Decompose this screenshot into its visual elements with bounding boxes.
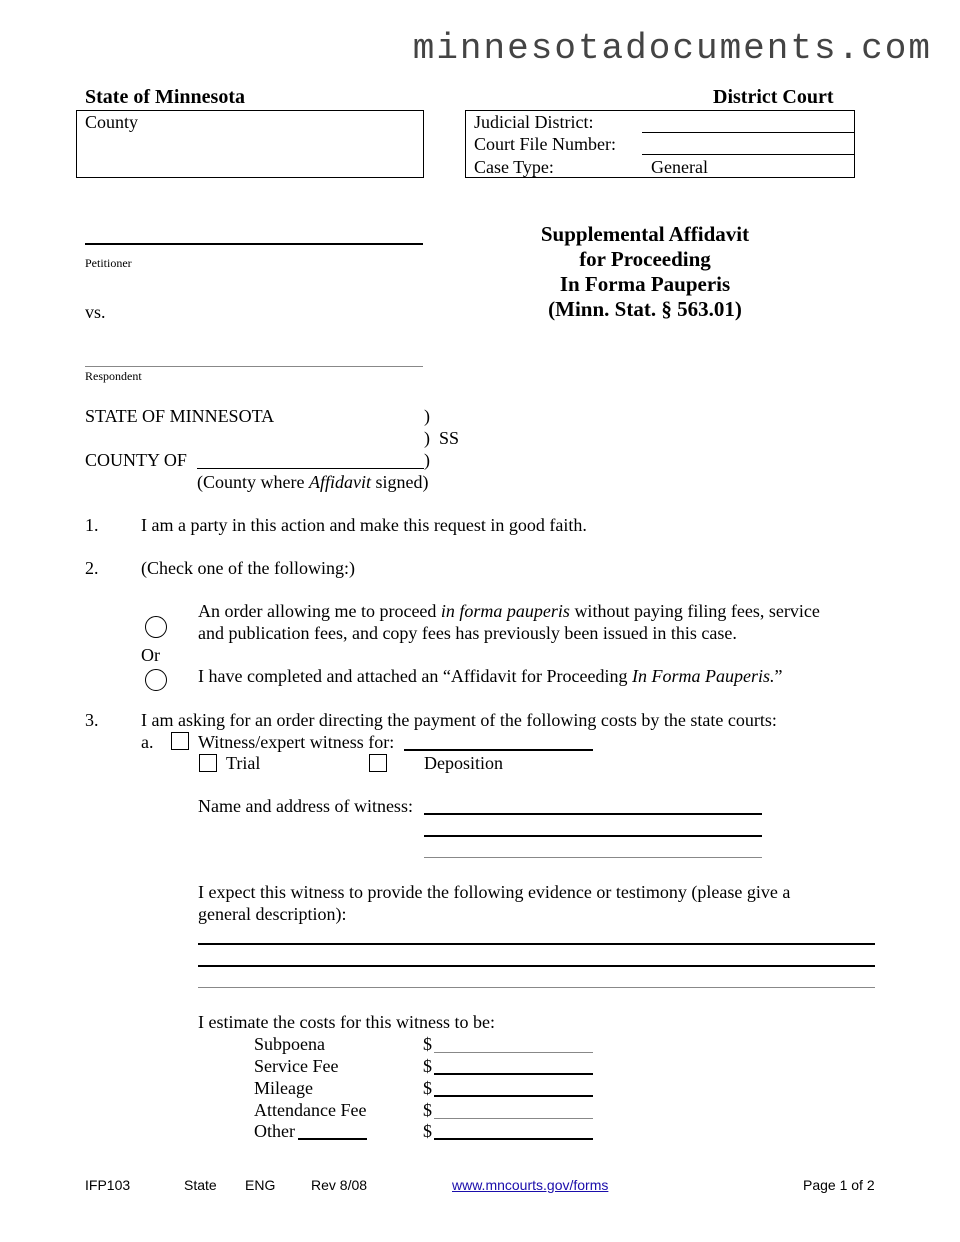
court-file-field[interactable]: [642, 154, 854, 155]
judicial-district-label: Judicial District:: [474, 112, 594, 132]
witness-for-label: Witness/expert witness for:: [198, 732, 395, 752]
cost-currency-service-fee: $: [423, 1056, 432, 1076]
witness-checkbox[interactable]: [171, 732, 189, 750]
venue-paren-1: ): [424, 406, 430, 426]
cost-field-service-fee[interactable]: [434, 1073, 593, 1075]
estimate-label: I estimate the costs for this witness to be:: [198, 1012, 495, 1032]
footer-jurisdiction: State: [184, 1177, 217, 1193]
cost-currency-subpoena: $: [423, 1034, 432, 1054]
cost-label-other: Other: [254, 1121, 295, 1141]
cost-label-service-fee: Service Fee: [254, 1056, 339, 1076]
name-address-label: Name and address of witness:: [198, 796, 413, 816]
testimony-field-3[interactable]: [198, 987, 875, 988]
cost-field-attendance-fee[interactable]: [434, 1118, 593, 1119]
option-prior-order-text-1: An order allowing me to proceed in forma pauperis without paying filing fees, service: [198, 601, 820, 621]
venue-note: (County where Affidavit signed): [197, 472, 429, 492]
watermark: minnesotadocuments.com: [412, 28, 932, 69]
name-address-field-1[interactable]: [424, 813, 762, 815]
deposition-checkbox[interactable]: [369, 754, 387, 772]
item-3-number: 3.: [85, 710, 99, 730]
court-heading: District Court: [713, 86, 834, 108]
cost-field-other[interactable]: [434, 1138, 593, 1140]
or-label: Or: [141, 645, 160, 665]
venue-paren-3: ): [424, 450, 430, 470]
item-1-number: 1.: [85, 515, 99, 535]
cost-currency-mileage: $: [423, 1078, 432, 1098]
venue-paren-2: ): [424, 428, 430, 448]
state-heading: State of Minnesota: [85, 86, 245, 108]
venue-county-field[interactable]: [197, 468, 424, 469]
footer-page-number: Page 1 of 2: [803, 1177, 875, 1193]
venue-county-label: COUNTY OF: [85, 450, 187, 470]
item-2-number: 2.: [85, 558, 99, 578]
expect-text-1: I expect this witness to provide the following evidence or testimony (please give a: [198, 882, 791, 902]
county-label: County: [85, 112, 139, 132]
option-attached-affidavit-radio[interactable]: [145, 669, 167, 691]
item-3-text: I am asking for an order directing the payment of the following costs by the state courts:: [141, 710, 777, 730]
option-attached-affidavit-text: I have completed and attached an “Affidavit for Proceeding In Forma Pauperis.”: [198, 666, 783, 686]
petitioner-label: Petitioner: [85, 256, 132, 270]
venue-ss: SS: [439, 428, 460, 448]
respondent-line[interactable]: [85, 366, 423, 367]
respondent-label: Respondent: [85, 369, 142, 383]
case-type-value: General: [651, 157, 708, 177]
expect-text-2: general description):: [198, 904, 347, 924]
cost-currency-attendance-fee: $: [423, 1100, 432, 1120]
option-prior-order-radio[interactable]: [145, 616, 167, 638]
testimony-field-1[interactable]: [198, 943, 875, 945]
cost-field-mileage[interactable]: [434, 1095, 593, 1097]
footer-language: ENG: [245, 1177, 276, 1193]
footer-forms-link[interactable]: www.mncourts.gov/forms: [452, 1177, 609, 1193]
title-line-1: Supplemental Affidavit: [540, 222, 750, 246]
trial-label: Trial: [226, 753, 261, 773]
cost-label-attendance-fee: Attendance Fee: [254, 1100, 367, 1120]
county-box[interactable]: [76, 110, 424, 178]
item-1-text: I am a party in this action and make this request in good faith.: [141, 515, 587, 535]
footer-form-id: IFP103: [85, 1177, 131, 1193]
document-title: [500, 222, 790, 322]
option-prior-order-text-2: and publication fees, and copy fees has previously been issued in this case.: [198, 623, 737, 643]
case-type-label: Case Type:: [474, 157, 554, 177]
vs-label: vs.: [85, 302, 106, 322]
item-3a-label: a.: [141, 732, 154, 752]
testimony-field-2[interactable]: [198, 965, 875, 967]
deposition-label: Deposition: [424, 753, 503, 773]
petitioner-line[interactable]: [85, 243, 423, 245]
venue-state: STATE OF MINNESOTA: [85, 406, 275, 426]
case-info-box: [465, 110, 855, 178]
title-line-4: (Minn. Stat. § 563.01): [548, 297, 742, 321]
judicial-district-field[interactable]: [642, 132, 854, 133]
trial-checkbox[interactable]: [199, 754, 217, 772]
cost-currency-other: $: [423, 1121, 432, 1141]
name-address-field-2[interactable]: [424, 835, 762, 837]
cost-other-description-field[interactable]: [298, 1138, 367, 1140]
item-2-text: (Check one of the following:): [141, 558, 355, 578]
cost-label-mileage: Mileage: [254, 1078, 313, 1098]
cost-label-subpoena: Subpoena: [254, 1034, 325, 1054]
cost-field-subpoena[interactable]: [434, 1052, 593, 1053]
title-line-3: In Forma Pauperis: [559, 272, 731, 296]
name-address-field-3[interactable]: [424, 857, 762, 858]
witness-for-field[interactable]: [404, 749, 593, 751]
title-line-2: for Proceeding: [579, 247, 711, 271]
footer-revision: Rev 8/08: [311, 1177, 368, 1193]
court-file-label: Court File Number:: [474, 134, 616, 154]
